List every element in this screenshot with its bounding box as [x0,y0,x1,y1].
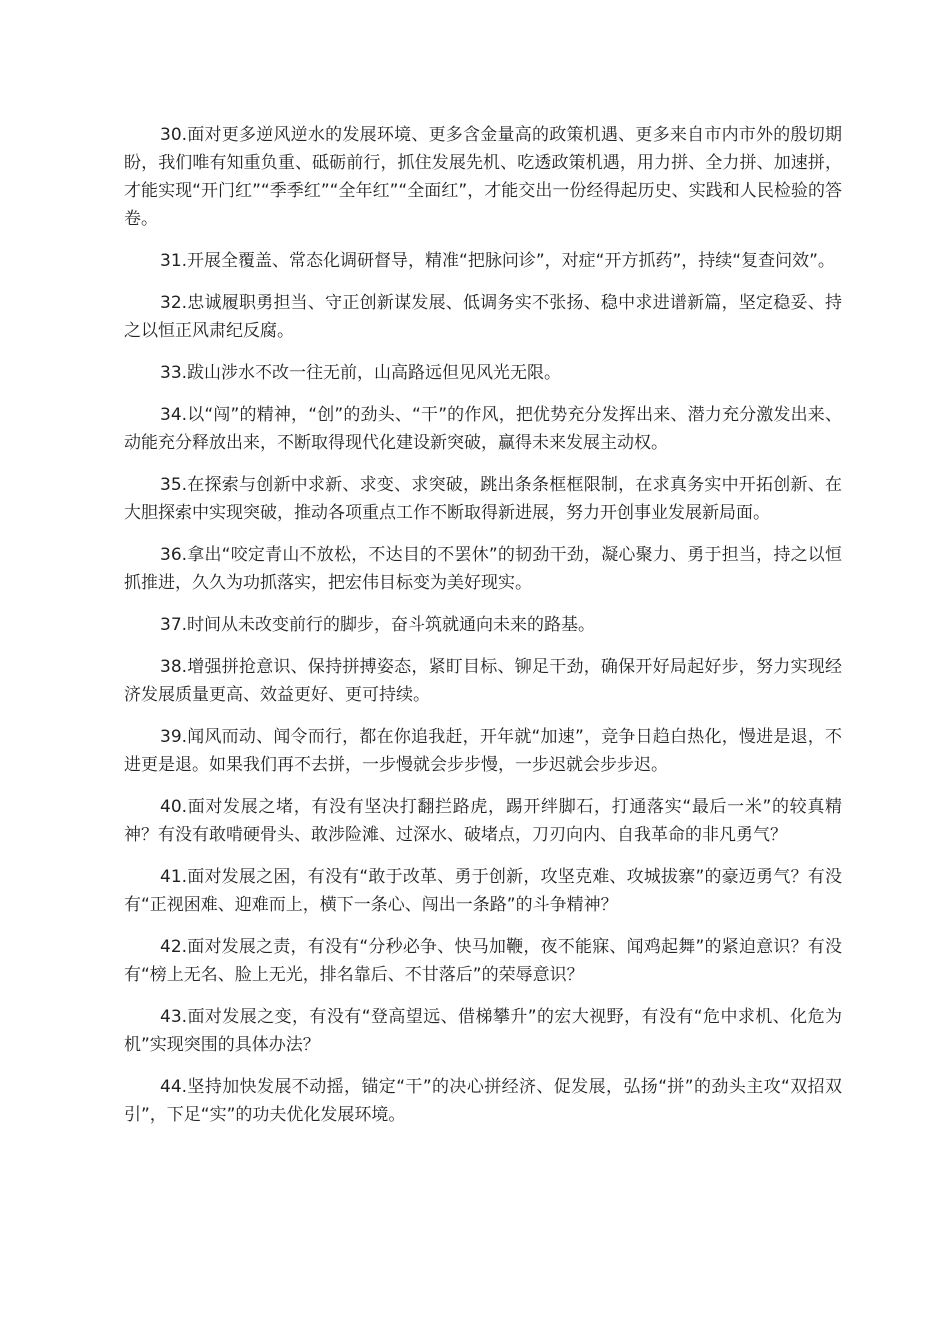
paragraph-34: 34.以“闯”的精神，“创”的劲头、“干”的作风，把优势充分发挥出来、潜力充分激发出来、动能充分释放出来，不断取得现代化建设新突破，赢得未来发展主动权。 [124,405,842,453]
paragraph-38: 38.增强拼抢意识、保持拼搏姿态，紧盯目标、铆足干劲，确保开好局起好步，努力实现经济发展质量更高、效益更好、更可持续。 [124,657,842,705]
paragraph-35: 35.在探索与创新中求新、求变、求突破，跳出条条框框限制，在求真务实中开拓创新、在大胆探索中实现突破，推动各项重点工作不断取得新进展，努力开创事业发展新局面。 [124,475,842,523]
paragraph-36: 36.拿出“咬定青山不放松，不达目的不罢休”的韧劲干劲，凝心聚力、勇于担当，持之以恒抓推进，久久为功抓落实，把宏伟目标变为美好现实。 [124,545,842,593]
paragraph-43: 43.面对发展之变，有没有“登高望远、借梯攀升”的宏大视野，有没有“危中求机、化危为机”实现突围的具体办法？ [124,1007,842,1055]
paragraph-32: 32.忠诚履职勇担当、守正创新谋发展、低调务实不张扬、稳中求进谱新篇，坚定稳妥、持之以恒正风肃纪反腐。 [124,293,842,341]
paragraph-40: 40.面对发展之堵，有没有坚决打翻拦路虎，踢开绊脚石，打通落实“最后一米”的较真精神？有没有敢啃硬骨头、敢涉险滩、过深水、破堵点，刀刃向内、自我革命的非凡勇气？ [124,797,842,845]
paragraph-42: 42.面对发展之责，有没有“分秒必争、快马加鞭，夜不能寐、闻鸡起舞”的紧迫意识？有没有“榜上无名、脸上无光，排名靠后、不甘落后”的荣辱意识？ [124,937,842,985]
paragraph-41: 41.面对发展之困，有没有“敢于改革、勇于创新，攻坚克难、攻城拔寨”的豪迈勇气？有没有“正视困难、迎难而上，横下一条心、闯出一条路”的斗争精神？ [124,867,842,915]
paragraph-44: 44.坚持加快发展不动摇，锚定“干”的决心拼经济、促发展，弘扬“拼”的劲头主攻“双招双引”，下足“实”的功夫优化发展环境。 [124,1077,842,1125]
paragraph-37: 37.时间从未改变前行的脚步，奋斗筑就通向未来的路基。 [160,615,596,635]
paragraph-39: 39.闻风而动、闻令而行，都在你追我赶，开年就“加速”，竞争日趋白热化，慢进是退，不进更是退。如果我们再不去拼，一步慢就会步步慢，一步迟就会步步迟。 [124,727,842,775]
document-body [124,121,842,1143]
paragraph-31: 31.开展全覆盖、常态化调研督导，精准“把脉问诊”，对症“开方抓药”，持续“复查问效”。 [160,251,835,271]
paragraph-33: 33.跋山涉水不改一往无前，山高路远但见风光无限。 [160,363,562,383]
paragraph-30: 30.面对更多逆风逆水的发展环境、更多含金量高的政策机遇、更多来自市内市外的殷切期盼，我们唯有知重负重、砥砺前行，抓住发展先机、吃透政策机遇，用力拼、全力拼、加速拼，才能实现“开门红”“季季红”“全年红”“全面红”，才能交出一份经得起历史、实践和人民检验的答卷。 [124,125,842,229]
